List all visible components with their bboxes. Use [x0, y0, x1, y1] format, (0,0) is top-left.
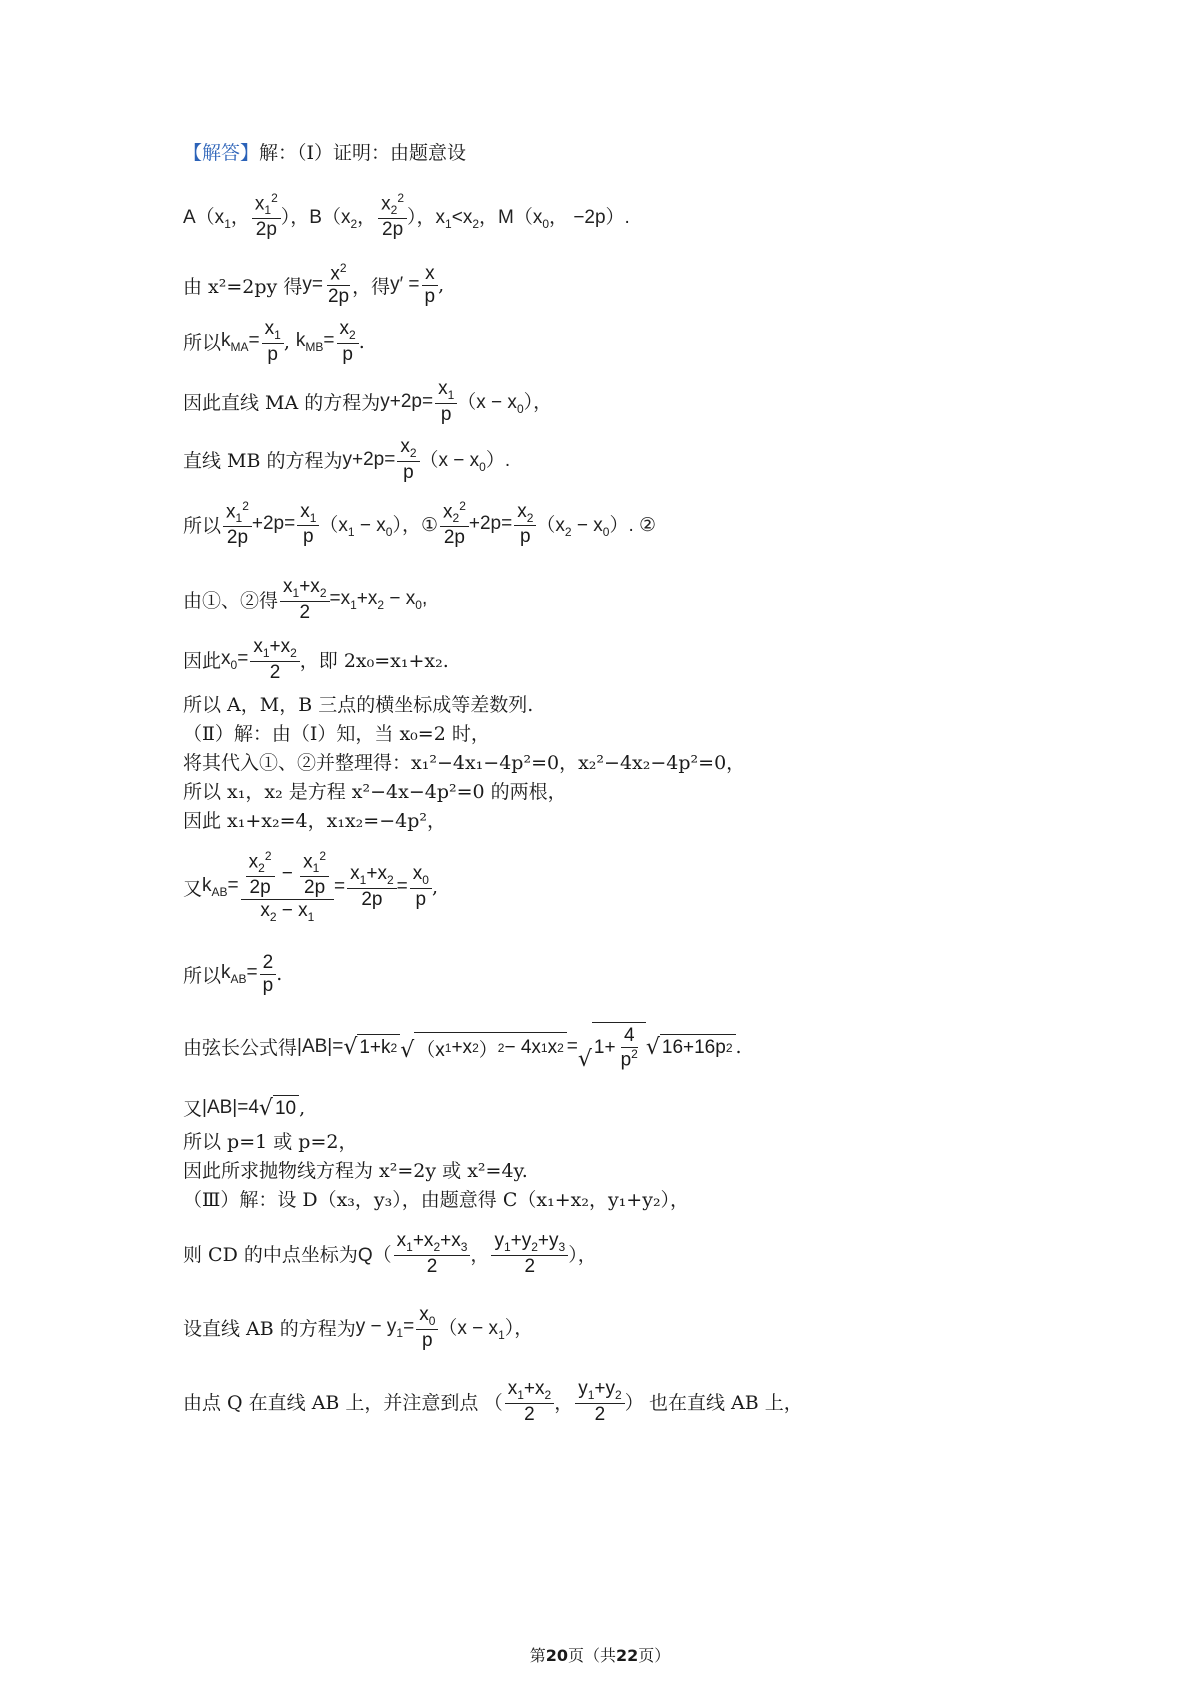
midpoint-x-line: 因此 $x_0=$ $\frac{x_1+x_2}{2}$ ，即 2x₀=x₁+x₂. — [183, 636, 449, 683]
combine-line: 由①、②得 $\frac{x_1+x_2}{2}$ $=x_1+x_2 - x_0$, — [183, 576, 428, 623]
line-text: 所以 A，M，B 三点的横坐标成等差数列. — [183, 694, 534, 716]
line-text: 又 — [183, 877, 203, 900]
midpoint-q-line: 则 CD 的中点坐标为 Q（ $\frac{x_1+x_2+x_3}{2}$ ， $\frac{y_1+y_2+y_3}{2}$ ）， — [183, 1230, 597, 1277]
line-text: 解：（Ⅰ）证明：由题意设 — [259, 142, 467, 164]
footer-prefix: 第 — [529, 1646, 546, 1665]
line-mb-equation: 直线 MB 的方程为 y+2p= $\frac{x_2}{p}$ $(x - x_0)$. — [183, 436, 511, 483]
line-ab-equation: 设直线 AB 的方程为 $y - y_1=$ $\frac{x_0}{p}$ $(x - x_1)$， — [183, 1304, 534, 1351]
footer-suffix: 页） — [638, 1646, 671, 1665]
answer-tag: 【解答】 — [183, 142, 260, 164]
line-text: 将其代入①、②并整理得：x₁²−4x₁−4p²=0，x₂²−4x₂−4p²=0， — [183, 752, 746, 774]
line-text: 因此 x₁+x₂=4，x₁x₂=−4p²， — [183, 810, 447, 832]
ab-given-line: 又 |AB|=4 √ 10 , — [183, 1096, 306, 1121]
substitute-line — [183, 748, 1160, 775]
line-text: 由①、②得 — [183, 590, 279, 613]
point-definitions: $A(x_1$， $\frac{x_1^2}{2p}$ ），$B(x_2$， $\frac{x_2^2}{2p}$ ），$x_1<x_2$，$M(x_0$， −2p）. — [183, 191, 630, 240]
line-ma-equation: 因此直线 MA 的方程为 y+2p= $\frac{x_1}{p}$ $(x - x_0)$， — [183, 378, 553, 425]
chord-length-line: 由弦长公式得 |AB|= √ 1+k 2 √ （x 1 +x 2 ） 2 − 4x 1 x 2 = √ 1+ $\frac{4}{p^2}$ √ 16+16p 2 . — [183, 1022, 1160, 1071]
p-values-line — [183, 1127, 1160, 1154]
part-3-heading — [183, 1185, 1160, 1212]
parabola-result-line — [183, 1156, 1160, 1183]
line-text: ，即 2x₀=x₁+x₂. — [299, 650, 449, 673]
solution-heading — [183, 138, 1160, 165]
substitution-line: 所以 $\frac{x_1^2}{2p}$ +2p= $\frac{x_1}{p}$ $(x_1 - x_0)$，① $\frac{x_2^2}{2p}$ +2p= $\frac{x_2}{p}$ $(x_2 - x_0)$. ② — [183, 499, 657, 548]
footer-middle: 页（共 — [567, 1646, 616, 1665]
line-text: 直线 MB 的方程为 — [183, 450, 343, 473]
line-text: 所以 — [183, 332, 222, 355]
line-text: 则 CD 的中点坐标为 — [183, 1244, 358, 1267]
slope-ab-line: 又 $k_{AB}=$ $\frac{x_2^2}{2p}$ − $\frac{x_1^2}{2p}$ $x_2 - x_1$ = $\frac{x_1+x_2}{2p}$ = $\frac{x_0}{p}$ , — [183, 849, 438, 924]
line-text: 所以 p=1 或 p=2， — [183, 1131, 358, 1153]
slopes-line: 所以 $k_{MA}=$ $\frac{x_1}{p}$ , $k_{MB}=$ $\frac{x_2}{p}$ . — [183, 318, 365, 365]
line-text: 由弦长公式得 — [183, 1037, 298, 1059]
line-text: （Ⅲ）解：设 D（x₃，y₃），由题意得 C（x₁+x₂，y₁+y₂）， — [183, 1189, 690, 1211]
line-text: 又 — [183, 1098, 203, 1120]
conclusion-1 — [183, 690, 1160, 717]
vieta-line — [183, 806, 1160, 833]
line-text: 也在直线 AB 上， — [648, 1392, 803, 1415]
line-text: 所以 x₁，x₂ 是方程 x²−4x−4p²=0 的两根， — [183, 781, 567, 803]
line-text: 所以 — [183, 514, 222, 537]
line-text: （Ⅱ）解：由（Ⅰ）知，当 x₀=2 时， — [183, 723, 490, 745]
line-text: 因此所求抛物线方程为 x²=2y 或 x²=4y. — [183, 1160, 528, 1182]
derivative-line: 由 x²=2py 得 y= $\frac{x^2}{2p}$ ，得 y′ = $\frac{x}{p}$ , — [183, 261, 445, 308]
line-text: 设直线 AB 的方程为 — [183, 1318, 356, 1341]
line-text: 所以 — [183, 964, 222, 987]
point-on-ab-line: 由点 Q 在直线 AB 上，并注意到点 （ $\frac{x_1+x_2}{2}$ ， $\frac{y_1+y_2}{2}$ ） 也在直线 AB 上， — [183, 1378, 803, 1425]
part-2-heading — [183, 719, 1160, 746]
line-text: 由 x²=2py 得 — [183, 275, 303, 298]
total-pages: 22 — [616, 1646, 639, 1665]
line-text: 因此直线 MA 的方程为 — [183, 392, 381, 415]
page-footer — [0, 1643, 1200, 1666]
line-text: 由点 Q 在直线 AB 上，并注意到点 — [183, 1392, 479, 1415]
roots-line — [183, 777, 1160, 804]
slope-ab-value: 所以 $k_{AB}=$ $\frac{2}{p}$ . — [183, 952, 283, 996]
line-text: ，得 — [352, 275, 391, 298]
page-number: 20 — [545, 1646, 568, 1665]
line-text: 因此 — [183, 650, 222, 673]
